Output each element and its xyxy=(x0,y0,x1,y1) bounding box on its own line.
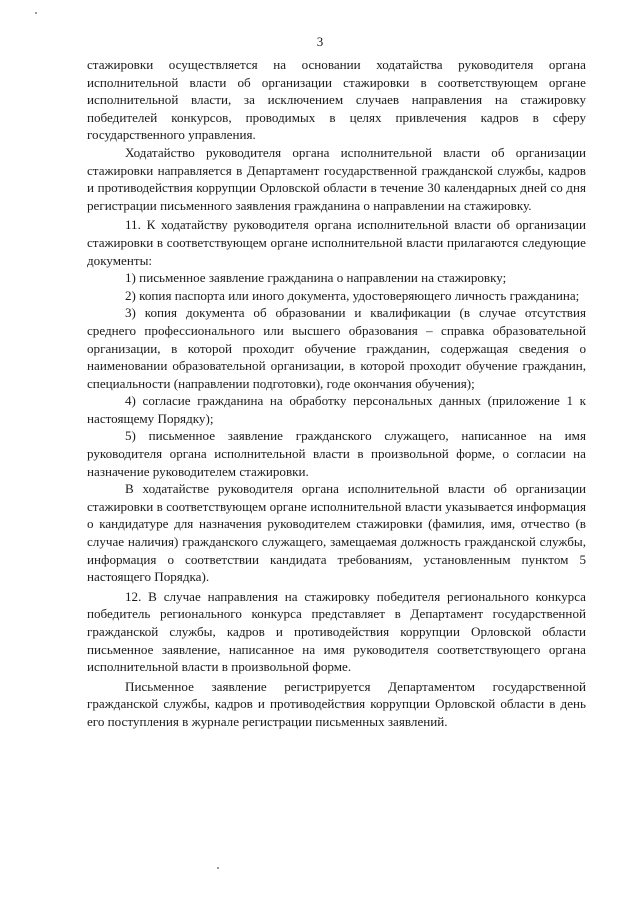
list-item-1: 1) письменное заявление гражданина о направлении на стажировку; xyxy=(125,270,507,286)
page-number: 3 xyxy=(316,34,324,49)
list-item-4: 4) согласие гражданина на обработку персональных данных (приложение 1 к настоящему Порядку); xyxy=(87,393,586,426)
paragraph-petition-info: В ходатайстве руководителя органа исполнительной власти об организации стажировки в соответствующем органе исполнительной власти указывается информация о кандидатуре для назначения руководителем стажировки (фамилия, имя, отчество (в случае наличия) гражданского служащего, замещаемая должность гражданской службы, информация о соответствии кандидата требованиям, установленным пунктом 5 настоящего Порядка). xyxy=(87,481,586,585)
list-item-2: 2) копия паспорта или иного документа, удостоверяющего личность гражданина; xyxy=(125,287,580,303)
paragraph-petition: Ходатайство руководителя органа исполнительной власти об организации стажировки направляется в Департамент государственной гражданской службы, кадров и противодействия коррупции Орловской области в течение 30 календарных дней со дня регистрации письменного заявления гражданина о направлении на стажировку. xyxy=(87,144,586,213)
paragraph-item-11: 11. К ходатайству руководителя органа исполнительной власти об организации стажировки в соответствующем органе исполнительной власти прилагаются следующие документы: xyxy=(87,217,586,268)
list-item-3: 3) копия документа об образовании и квалификации (в случае отсутствия среднего профессионального или высшего образования – справка образовательной организации, в которой проходит обучение гражданин, содержащая сведения о наименовании образовательной организации, в которой проходит обучение гражданин, специальности (направлении подготовки), годе окончания обучения); xyxy=(87,305,586,391)
scan-speck xyxy=(35,12,37,14)
paragraph-registration: Письменное заявление регистрируется Департаментом государственной гражданской службы, кадров и противодействия коррупции Орловской области в день его поступления в журнале регистрации письменных заявлений. xyxy=(87,678,586,729)
document-body xyxy=(87,56,586,731)
list-item-5: 5) письменное заявление гражданского служащего, написанное на имя руководителя органа исполнительной власти в произвольной форме, о согласии на назначение руководителем стажировки. xyxy=(87,428,586,479)
paragraph-item-12: 12. В случае направления на стажировку победителя регионального конкурса победитель регионального конкурса представляет в Департамент государственной гражданской службы, кадров и противодействия коррупции Орловской области письменное заявление, написанное на имя руководителя соответствующего органа исполнительной власти в произвольной форме. xyxy=(87,588,586,675)
scan-speck xyxy=(217,867,219,869)
paragraph-continuation: стажировки осуществляется на основании ходатайства руководителя органа исполнительной власти об организации стажировки в соответствующем органе исполнительной власти, за исключением случаев направления на стажировку победителей конкурсов, проводимых в целях привлечения кадров в сферу государственного управления. xyxy=(87,57,586,143)
